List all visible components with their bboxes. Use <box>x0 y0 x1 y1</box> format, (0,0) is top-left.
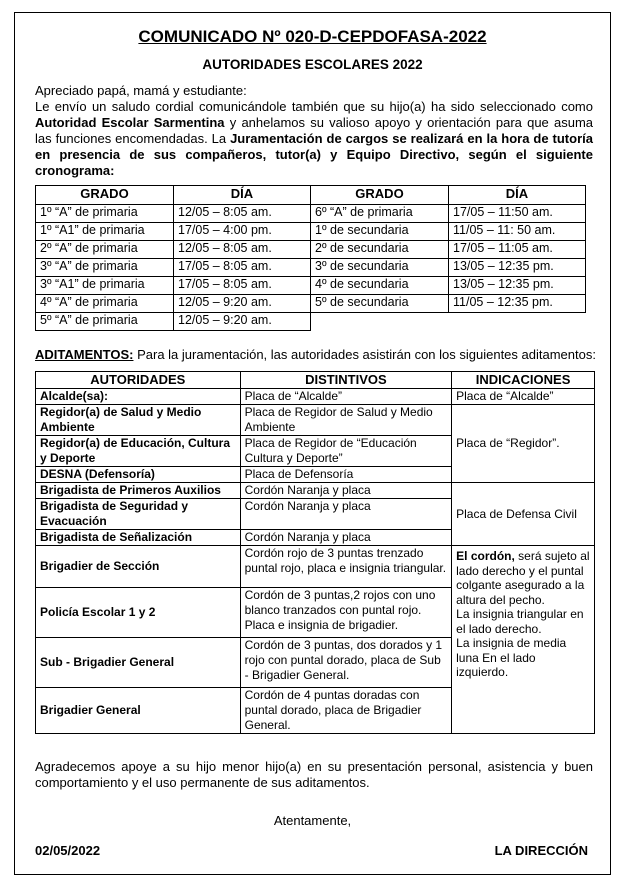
distintivo-cell: Placa de Defensoría <box>240 467 452 483</box>
grado-cell: 4º de secundaria <box>311 277 449 295</box>
intro-text-1: Le envío un saludo cordial comunicándole también que su hijo(a) ha sido seleccionado como <box>35 99 593 114</box>
aditamentos-row <box>36 546 595 588</box>
note-text-3: La insignia de media luna En el lado izquierdo. <box>456 636 567 679</box>
aditamentos-row <box>36 405 595 436</box>
aditamentos-row <box>36 483 595 499</box>
autoridad-cell: Sub - Brigadier General <box>36 638 241 688</box>
grado-cell: 3º “A” de primaria <box>36 259 174 277</box>
aditamentos-row <box>36 389 595 405</box>
empty-cell <box>449 313 586 331</box>
document-page <box>14 12 611 875</box>
empty-cell <box>311 313 449 331</box>
schedule-row <box>36 313 586 331</box>
document-subtitle: AUTORIDADES ESCOLARES 2022 <box>202 57 423 72</box>
intro-section <box>35 83 593 179</box>
grado-cell: 2º de secundaria <box>311 241 449 259</box>
autoridad-cell: Policía Escolar 1 y 2 <box>36 588 241 638</box>
distintivo-cell: Cordón Naranja y placa <box>240 499 452 530</box>
autoridad-cell: Brigadista de Primeros Auxilios <box>36 483 241 499</box>
dia-cell: 17/05 – 8:05 am. <box>174 277 311 295</box>
dia-cell: 12/05 – 9:20 am. <box>174 313 311 331</box>
note-text-1: será sujeto al lado derecho y el puntal colgante asegurado a la altura del pecho. <box>456 549 590 607</box>
dia-cell: 13/05 – 12:35 pm. <box>449 259 586 277</box>
dia-cell: 12/05 – 8:05 am. <box>174 205 311 223</box>
grado-cell: 2º “A” de primaria <box>36 241 174 259</box>
document-title: COMUNICADO Nº 020-D-CEPDOFASA-2022 <box>138 27 487 46</box>
distintivo-cell: Cordón de 3 puntas, dos dorados y 1 rojo con puntal dorado, placa de Sub - Brigadier General. <box>240 638 452 688</box>
schedule-row <box>36 241 586 259</box>
grado-cell: 3º “A1” de primaria <box>36 277 174 295</box>
grado-cell: 4º “A” de primaria <box>36 295 174 313</box>
document-date: 02/05/2022 <box>35 843 101 858</box>
autoridad-cell: Brigadista de Seguridad y Evacuación <box>36 499 241 530</box>
grado-cell: 1º “A” de primaria <box>36 205 174 223</box>
distintivo-cell: Placa de Regidor de Salud y Medio Ambiente <box>240 405 452 436</box>
sign-off: Atentamente, <box>273 813 352 828</box>
intro-paragraph <box>35 99 593 179</box>
autoridad-cell: Brigadier de Sección <box>36 546 241 588</box>
schedule-header: GRADO <box>36 186 174 205</box>
aditamentos-paragraph <box>35 347 596 362</box>
grado-cell: 5º de secundaria <box>311 295 449 313</box>
schedule-row <box>36 295 586 313</box>
autoridad-cell: Brigadier General <box>36 688 241 734</box>
dia-cell: 17/05 – 11:05 am. <box>449 241 586 259</box>
distintivo-cell: Cordón Naranja y placa <box>240 530 452 546</box>
schedule-header-row <box>36 186 586 205</box>
grado-cell: 1º de secundaria <box>311 223 449 241</box>
grado-cell: 1º “A1” de primaria <box>36 223 174 241</box>
schedule-header: GRADO <box>311 186 449 205</box>
aditamentos-header-row <box>36 372 595 389</box>
distintivo-cell: Cordón de 3 puntas,2 rojos con uno blanco tranzados con puntal rojo. Placa e insignia de brigadier. <box>240 588 452 638</box>
grado-cell: 5º “A” de primaria <box>36 313 174 331</box>
signer: LA DIRECCIÓN <box>494 843 588 858</box>
schedule-header: DÍA <box>449 186 586 205</box>
schedule-header: DÍA <box>174 186 311 205</box>
dia-cell: 11/05 – 11: 50 am. <box>449 223 586 241</box>
schedule-row <box>36 205 586 223</box>
indicacion-cell: Placa de “Regidor”. <box>452 405 595 483</box>
aditamentos-header: AUTORIDADES <box>36 372 241 389</box>
dia-cell: 13/05 – 12:35 pm. <box>449 277 586 295</box>
schedule-table <box>35 185 586 331</box>
intro-bold-2: Juramentación de cargos se realizará en la hora de tutoría en presencia de sus compañeros, tutor(a) y Equipo Directivo, según el siguiente cronograma: <box>35 131 593 178</box>
dia-cell: 12/05 – 8:05 am. <box>174 241 311 259</box>
greeting: Apreciado papá, mamá y estudiante: <box>35 83 247 98</box>
autoridad-cell: Regidor(a) de Educación, Cultura y Deporte <box>36 436 241 467</box>
autoridad-cell: Alcalde(sa): <box>36 389 241 405</box>
intro-bold-1: Autoridad Escolar Sarmentina <box>35 115 225 130</box>
schedule-row <box>36 223 586 241</box>
aditamentos-label: ADITAMENTOS: <box>35 347 134 362</box>
dia-cell: 17/05 – 8:05 am. <box>174 259 311 277</box>
autoridad-cell: Brigadista de Señalización <box>36 530 241 546</box>
distintivo-cell: Cordón Naranja y placa <box>240 483 452 499</box>
grado-cell: 6º “A” de primaria <box>311 205 449 223</box>
autoridad-cell: Regidor(a) de Salud y Medio Ambiente <box>36 405 241 436</box>
schedule-row <box>36 277 586 295</box>
indicacion-cell: Placa de Defensa Civil <box>452 483 595 546</box>
aditamentos-text: Para la juramentación, las autoridades asistirán con los siguientes aditamentos: <box>137 347 596 362</box>
indicacion-note-cell <box>452 546 595 734</box>
distintivo-cell: Placa de Regidor de “Educación Cultura y Deporte” <box>240 436 452 467</box>
dia-cell: 12/05 – 9:20 am. <box>174 295 311 313</box>
aditamentos-header: DISTINTIVOS <box>240 372 452 389</box>
aditamentos-header: INDICACIONES <box>452 372 595 389</box>
distintivo-cell: Placa de “Alcalde” <box>240 389 452 405</box>
note-text-2: La insignia triangular en el lado derecho. <box>456 607 584 636</box>
indicacion-cell: Placa de “Alcalde” <box>452 389 595 405</box>
distintivo-cell: Cordón rojo de 3 puntas trenzado puntal rojo, placa e insignia triangular. <box>240 546 452 588</box>
dia-cell: 11/05 – 12:35 pm. <box>449 295 586 313</box>
grado-cell: 3º de secundaria <box>311 259 449 277</box>
autoridad-cell: DESNA (Defensoría) <box>36 467 241 483</box>
schedule-row <box>36 259 586 277</box>
aditamentos-table <box>35 371 595 734</box>
closing-paragraph: Agradecemos apoye a su hijo menor hijo(a) en su presentación personal, asistencia y buen comportamiento y el uso permanente de sus aditamentos. <box>35 759 593 790</box>
distintivo-cell: Cordón de 4 puntas doradas con puntal dorado, placa de Brigadier General. <box>240 688 452 734</box>
dia-cell: 17/05 – 4:00 pm. <box>174 223 311 241</box>
dia-cell: 17/05 – 11:50 am. <box>449 205 586 223</box>
intro-text-2: y anhelamos su valioso apoyo y orientación para que asuma las funciones encomendadas. La <box>35 115 593 146</box>
note-bold: El cordón, <box>456 549 515 563</box>
